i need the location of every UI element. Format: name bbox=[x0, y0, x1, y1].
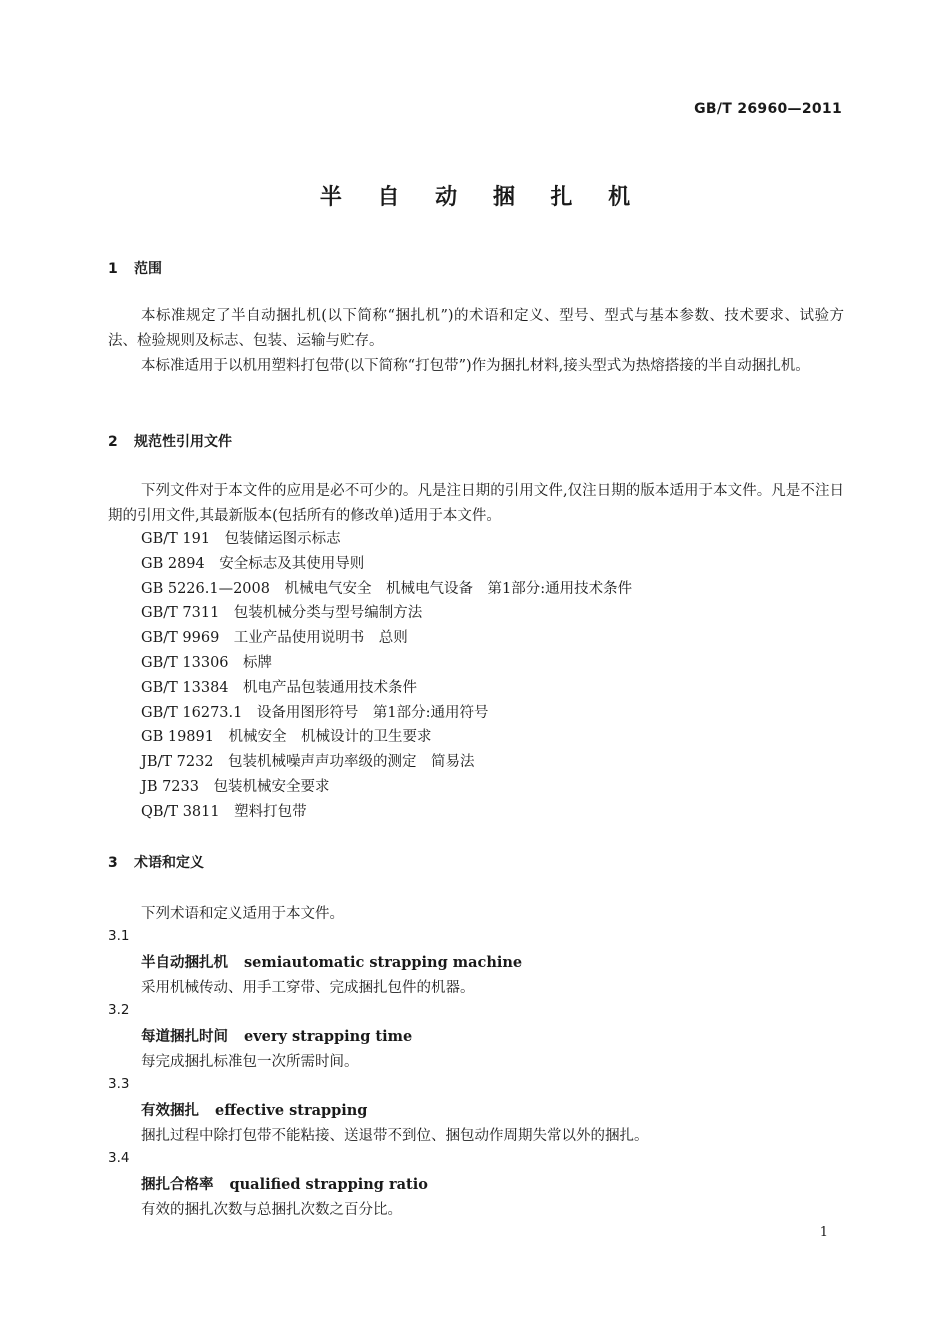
term-number: 3.3 bbox=[108, 1076, 130, 1092]
term-definition: 有效的捆扎次数与总捆扎次数之百分比。 bbox=[141, 1202, 402, 1218]
section-title: 范围 bbox=[134, 261, 162, 277]
paragraph-scope-1: 本标准规定了半自动捆扎机(以下简称“捆扎机”)的术语和定义、型号、型式与基本参数、技术要求、试验方法、检验规则及标志、包装、运输与贮存。 bbox=[108, 308, 844, 349]
reference-item: GB/T 9969 工业产品使用说明书 总则 bbox=[141, 630, 408, 647]
term-number: 3.4 bbox=[108, 1150, 130, 1166]
term-name-zh: 每道捆扎时间 bbox=[141, 1029, 228, 1045]
reference-item: JB 7233 包装机械安全要求 bbox=[141, 778, 330, 795]
reference-item: JB/T 7232 包装机械噪声声功率级的测定 简易法 bbox=[141, 754, 475, 771]
section-number: 1 bbox=[108, 261, 118, 277]
term-name-en: every strapping time bbox=[244, 1028, 413, 1045]
section-heading-scope bbox=[108, 258, 162, 278]
reference-list bbox=[141, 527, 632, 825]
term-name bbox=[141, 1173, 428, 1194]
term-definition: 采用机械传动、用手工穿带、完成捆扎包件的机器。 bbox=[141, 980, 475, 996]
reference-item: GB/T 191 包装储运图示标志 bbox=[141, 531, 341, 547]
term-number: 3.2 bbox=[108, 1002, 130, 1018]
reference-item: GB/T 16273.1 设备用图形符号 第1部分:通用符号 bbox=[141, 704, 489, 721]
section-heading-terms-definitions bbox=[108, 852, 204, 872]
reference-item: GB/T 13306 标牌 bbox=[141, 654, 273, 671]
page-number: 1 bbox=[819, 1225, 828, 1240]
section-number: 2 bbox=[108, 434, 118, 450]
term-name-en: semiautomatic strapping machine bbox=[244, 954, 523, 971]
standard-code: GB/T 26960—2011 bbox=[694, 101, 842, 117]
section-number: 3 bbox=[108, 855, 118, 871]
paragraph-scope-2: 本标准适用于以机用塑料打包带(以下简称“打包带”)作为捆扎材料,接头型式为热熔搭接的半自动捆扎机。 bbox=[141, 358, 810, 374]
reference-item: GB 2894 安全标志及其使用导则 bbox=[141, 555, 365, 572]
document-title: 半 自 动 捆 扎 机 bbox=[319, 185, 645, 210]
reference-item: GB/T 13384 机电产品包装通用技术条件 bbox=[141, 679, 418, 696]
term-name bbox=[141, 1099, 367, 1120]
term-name bbox=[141, 951, 522, 972]
term-name-zh: 半自动捆扎机 bbox=[141, 955, 228, 971]
term-number: 3.1 bbox=[108, 928, 130, 944]
terms-intro: 下列术语和定义适用于本文件。 bbox=[141, 906, 344, 922]
term-name-en: effective strapping bbox=[215, 1102, 368, 1119]
term-name-zh: 有效捆扎 bbox=[141, 1103, 199, 1119]
section-heading-normative-references bbox=[108, 431, 232, 451]
paragraph-references-intro: 下列文件对于本文件的应用是必不可少的。凡是注日期的引用文件,仅注日期的版本适用于本文件。凡是不注日期的引用文件,其最新版本(包括所有的修改单)适用于本文件。 bbox=[108, 483, 844, 524]
term-name-en: qualified strapping ratio bbox=[229, 1176, 428, 1193]
section-title: 术语和定义 bbox=[134, 855, 204, 871]
section-title: 规范性引用文件 bbox=[134, 434, 232, 450]
term-definition: 捆扎过程中除打包带不能粘接、送退带不到位、捆包动作周期失常以外的捆扎。 bbox=[141, 1128, 649, 1144]
term-name bbox=[141, 1025, 412, 1046]
reference-item: GB/T 7311 包装机械分类与型号编制方法 bbox=[141, 605, 423, 622]
reference-item: QB/T 3811 塑料打包带 bbox=[141, 803, 307, 820]
term-name-zh: 捆扎合格率 bbox=[141, 1177, 214, 1193]
term-definition: 每完成捆扎标准包一次所需时间。 bbox=[141, 1054, 359, 1070]
reference-item: GB 19891 机械安全 机械设计的卫生要求 bbox=[141, 729, 432, 746]
reference-item: GB 5226.1—2008 机械电气安全 机械电气设备 第1部分:通用技术条件 bbox=[141, 580, 633, 597]
